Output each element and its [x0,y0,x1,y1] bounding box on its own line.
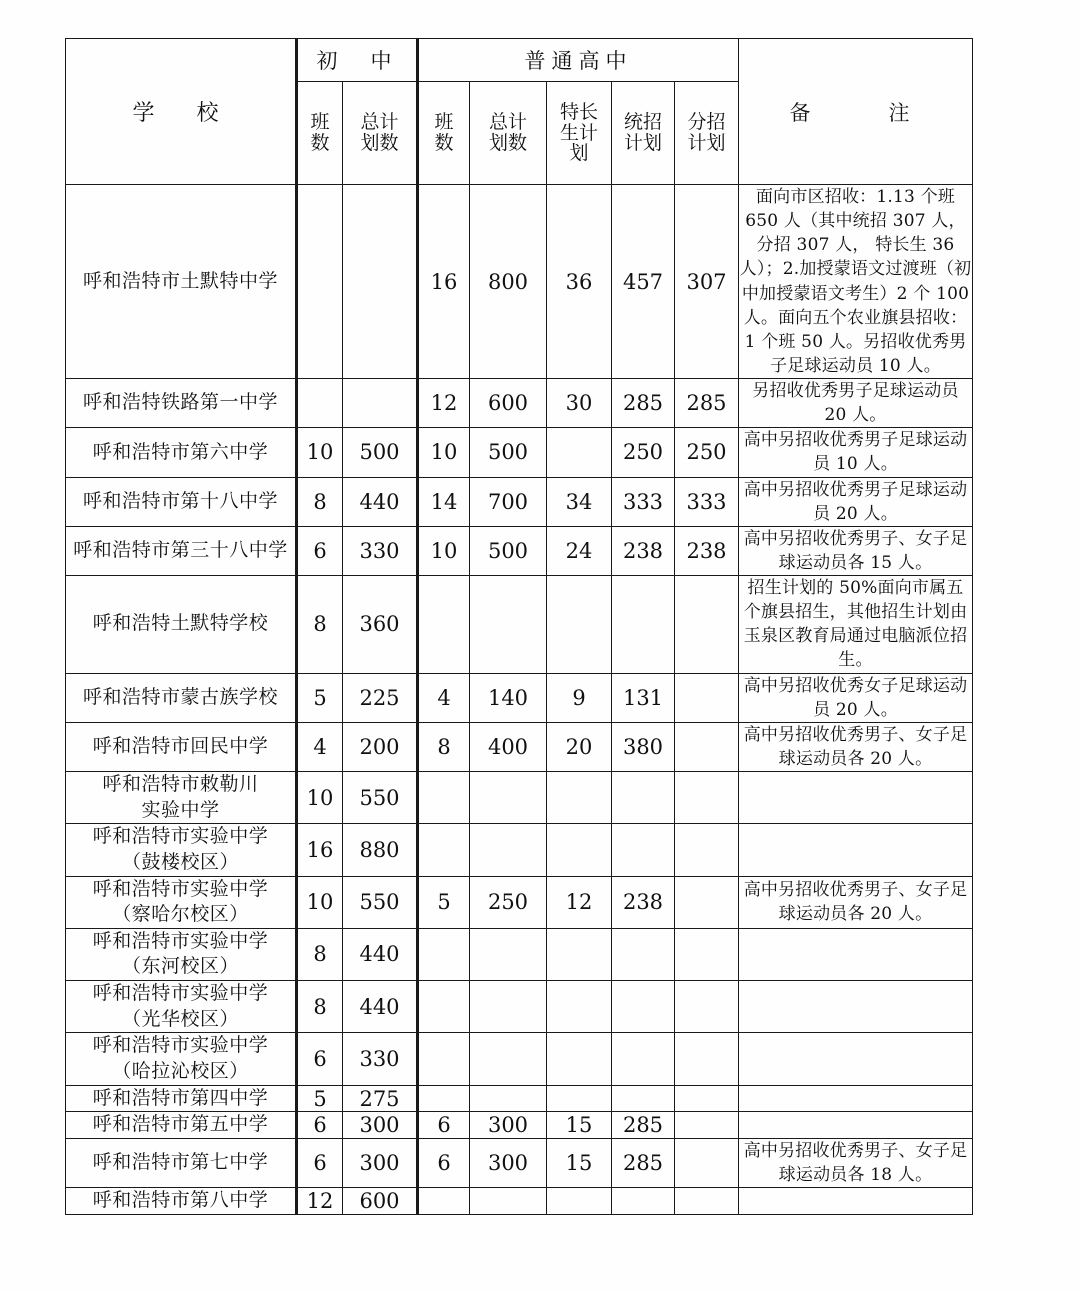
cell-senior-unified [612,824,675,876]
cell-junior-classes: 4 [297,722,343,771]
cell-senior-classes [418,824,470,876]
cell-remarks [739,1085,973,1112]
cell-junior-classes: 16 [297,824,343,876]
cell-senior-unified [612,928,675,980]
table-row [66,1085,973,1112]
cell-junior-total: 225 [343,673,418,722]
table-row [66,477,973,526]
cell-senior-unified [612,772,675,824]
cell-senior-total: 600 [470,379,547,428]
cell-senior-allocated: 307 [675,185,739,379]
cell-senior-allocated [675,1033,739,1085]
table-row [66,1112,973,1139]
cell-junior-total: 550 [343,772,418,824]
column-header-remarks: 备 注 [739,39,973,185]
cell-senior-allocated [675,673,739,722]
cell-senior-unified: 250 [612,428,675,477]
cell-senior-unified: 457 [612,185,675,379]
cell-senior-classes [418,928,470,980]
cell-school: 呼和浩特市实验中学 （光华校区） [66,981,297,1033]
column-header-senior-specialty: 特长 生计 划 [547,82,612,185]
cell-senior-specialty: 24 [547,526,612,575]
cell-senior-specialty: 30 [547,379,612,428]
column-header-senior-allocated: 分招 计划 [675,82,739,185]
cell-remarks [739,1112,973,1139]
table-row [66,185,973,379]
cell-senior-allocated: 333 [675,477,739,526]
cell-senior-specialty: 15 [547,1138,612,1187]
cell-senior-allocated [675,824,739,876]
cell-senior-classes: 8 [418,722,470,771]
cell-senior-total [470,576,547,674]
cell-senior-classes: 6 [418,1138,470,1187]
cell-senior-classes: 14 [418,477,470,526]
cell-senior-allocated [675,1112,739,1139]
table-row [66,1033,973,1085]
cell-junior-total: 500 [343,428,418,477]
column-header-senior-unified: 统招 计划 [612,82,675,185]
cell-school: 呼和浩特市第十八中学 [66,477,297,526]
cell-junior-classes: 8 [297,981,343,1033]
cell-senior-unified: 238 [612,876,675,928]
cell-junior-total [343,379,418,428]
cell-junior-classes: 10 [297,772,343,824]
cell-senior-allocated [675,1138,739,1187]
cell-senior-classes: 10 [418,526,470,575]
cell-school: 呼和浩特市土默特中学 [66,185,297,379]
cell-junior-classes: 6 [297,1138,343,1187]
cell-senior-specialty [547,981,612,1033]
cell-school: 呼和浩特铁路第一中学 [66,379,297,428]
header-row-groups [66,39,973,82]
cell-senior-classes: 10 [418,428,470,477]
cell-junior-classes: 8 [297,477,343,526]
cell-junior-classes: 5 [297,1085,343,1112]
cell-senior-classes [418,1033,470,1085]
cell-school: 呼和浩特市实验中学 （东河校区） [66,928,297,980]
column-header-junior-total: 总计 划数 [343,82,418,185]
cell-school: 呼和浩特市回民中学 [66,722,297,771]
cell-senior-specialty: 15 [547,1112,612,1139]
table-row [66,428,973,477]
cell-senior-allocated: 250 [675,428,739,477]
cell-remarks: 高中另招收优秀男子足球运动员 20 人。 [739,477,973,526]
cell-senior-specialty [547,928,612,980]
table-row [66,379,973,428]
cell-senior-total [470,928,547,980]
cell-senior-unified: 238 [612,526,675,575]
cell-junior-total [343,185,418,379]
cell-junior-total: 550 [343,876,418,928]
cell-remarks: 高中另招收优秀女子足球运动员 20 人。 [739,673,973,722]
cell-senior-classes [418,1188,470,1215]
cell-senior-specialty: 20 [547,722,612,771]
cell-junior-classes: 12 [297,1188,343,1215]
cell-remarks [739,1188,973,1215]
column-header-senior-total: 总计 划数 [470,82,547,185]
cell-junior-classes: 6 [297,526,343,575]
cell-school: 呼和浩特市实验中学 （鼓楼校区） [66,824,297,876]
cell-school: 呼和浩特土默特学校 [66,576,297,674]
cell-junior-total: 300 [343,1138,418,1187]
cell-junior-total: 600 [343,1188,418,1215]
cell-senior-allocated: 285 [675,379,739,428]
cell-senior-classes: 6 [418,1112,470,1139]
cell-senior-unified: 285 [612,1112,675,1139]
cell-remarks: 高中另招收优秀男子、女子足球运动员各 20 人。 [739,722,973,771]
cell-senior-specialty [547,428,612,477]
cell-school: 呼和浩特市蒙古族学校 [66,673,297,722]
cell-senior-total [470,1188,547,1215]
cell-senior-allocated: 238 [675,526,739,575]
cell-remarks: 面向市区招收：1.13 个班 650 人（其中统招 307 人，分招 307 人， 特长生 36 人）；2.加授蒙语文过渡班（初中加授蒙语文考生）2 个 100 人。面向五个农业旗县招收：1 个班 50 人。另招收优秀男子足球运动员 10 人。 [739,185,973,379]
table-body [66,185,973,1215]
cell-junior-classes: 8 [297,576,343,674]
cell-school: 呼和浩特市第八中学 [66,1188,297,1215]
cell-senior-total: 800 [470,185,547,379]
cell-junior-classes: 8 [297,928,343,980]
cell-senior-total [470,1085,547,1112]
cell-remarks [739,772,973,824]
cell-junior-classes: 6 [297,1112,343,1139]
cell-remarks: 另招收优秀男子足球运动员 20 人。 [739,379,973,428]
cell-senior-classes [418,1085,470,1112]
cell-senior-classes: 5 [418,876,470,928]
cell-remarks [739,928,973,980]
cell-senior-unified [612,1033,675,1085]
table-row [66,722,973,771]
cell-remarks [739,824,973,876]
cell-senior-specialty [547,1033,612,1085]
cell-remarks: 高中另招收优秀男子、女子足球运动员各 15 人。 [739,526,973,575]
cell-senior-total: 140 [470,673,547,722]
cell-school: 呼和浩特市第四中学 [66,1085,297,1112]
table-row [66,772,973,824]
cell-senior-allocated [675,1085,739,1112]
cell-senior-allocated [675,1188,739,1215]
cell-senior-classes: 12 [418,379,470,428]
column-group-junior-high: 初 中 [297,39,418,82]
table-row [66,928,973,980]
table-row [66,526,973,575]
cell-senior-total: 700 [470,477,547,526]
cell-senior-allocated [675,576,739,674]
cell-junior-classes: 10 [297,428,343,477]
cell-senior-total: 300 [470,1112,547,1139]
cell-senior-total: 500 [470,428,547,477]
cell-senior-specialty [547,576,612,674]
cell-school: 呼和浩特市第六中学 [66,428,297,477]
cell-senior-classes [418,576,470,674]
cell-senior-total: 500 [470,526,547,575]
cell-junior-total: 330 [343,1033,418,1085]
table-header [66,39,973,185]
cell-senior-specialty [547,772,612,824]
cell-senior-total: 400 [470,722,547,771]
cell-school: 呼和浩特市第五中学 [66,1112,297,1139]
cell-school: 呼和浩特市实验中学 （察哈尔校区） [66,876,297,928]
cell-senior-classes: 4 [418,673,470,722]
table-row [66,1188,973,1215]
cell-school: 呼和浩特市敕勒川 实验中学 [66,772,297,824]
cell-senior-unified [612,1188,675,1215]
table-row [66,876,973,928]
cell-senior-allocated [675,772,739,824]
cell-senior-allocated [675,928,739,980]
cell-senior-unified: 333 [612,477,675,526]
cell-junior-total: 360 [343,576,418,674]
cell-remarks: 高中另招收优秀男子、女子足球运动员各 18 人。 [739,1138,973,1187]
table-row [66,576,973,674]
cell-senior-specialty: 34 [547,477,612,526]
cell-senior-specialty [547,824,612,876]
cell-senior-total [470,1033,547,1085]
cell-senior-total: 250 [470,876,547,928]
table-row [66,1138,973,1187]
table-row [66,673,973,722]
cell-junior-total: 440 [343,981,418,1033]
cell-remarks: 招生计划的 50%面向市属五个旗县招生，其他招生计划由玉泉区教育局通过电脑派位招生。 [739,576,973,674]
cell-remarks: 高中另招收优秀男子、女子足球运动员各 20 人。 [739,876,973,928]
cell-senior-unified: 285 [612,1138,675,1187]
column-header-junior-classes: 班 数 [297,82,343,185]
cell-senior-unified [612,1085,675,1112]
cell-senior-unified: 380 [612,722,675,771]
cell-remarks [739,1033,973,1085]
cell-junior-total: 330 [343,526,418,575]
cell-remarks: 高中另招收优秀男子足球运动员 10 人。 [739,428,973,477]
table-row [66,981,973,1033]
cell-senior-specialty [547,1188,612,1215]
cell-senior-specialty: 36 [547,185,612,379]
cell-junior-classes [297,185,343,379]
cell-junior-classes: 6 [297,1033,343,1085]
cell-junior-total: 200 [343,722,418,771]
cell-senior-unified [612,576,675,674]
cell-senior-total [470,981,547,1033]
cell-senior-specialty [547,1085,612,1112]
cell-school: 呼和浩特市第三十八中学 [66,526,297,575]
cell-senior-specialty: 9 [547,673,612,722]
cell-junior-total: 440 [343,928,418,980]
cell-senior-allocated [675,981,739,1033]
cell-senior-classes [418,772,470,824]
cell-junior-classes: 5 [297,673,343,722]
cell-senior-allocated [675,876,739,928]
cell-senior-total [470,772,547,824]
cell-senior-specialty: 12 [547,876,612,928]
cell-senior-allocated [675,722,739,771]
cell-senior-total [470,824,547,876]
cell-senior-unified: 285 [612,379,675,428]
cell-senior-unified [612,981,675,1033]
cell-senior-unified: 131 [612,673,675,722]
cell-junior-classes [297,379,343,428]
cell-junior-classes: 10 [297,876,343,928]
column-group-senior-high: 普通高中 [418,39,739,82]
cell-junior-total: 275 [343,1085,418,1112]
enrollment-plan-table [65,38,973,1215]
cell-junior-total: 880 [343,824,418,876]
cell-senior-total: 300 [470,1138,547,1187]
cell-senior-classes [418,981,470,1033]
cell-school: 呼和浩特市第七中学 [66,1138,297,1187]
column-header-school: 学 校 [66,39,297,185]
cell-school: 呼和浩特市实验中学 （哈拉沁校区） [66,1033,297,1085]
column-header-senior-classes: 班 数 [418,82,470,185]
cell-junior-total: 300 [343,1112,418,1139]
cell-junior-total: 440 [343,477,418,526]
cell-remarks [739,981,973,1033]
cell-senior-classes: 16 [418,185,470,379]
table-row [66,824,973,876]
